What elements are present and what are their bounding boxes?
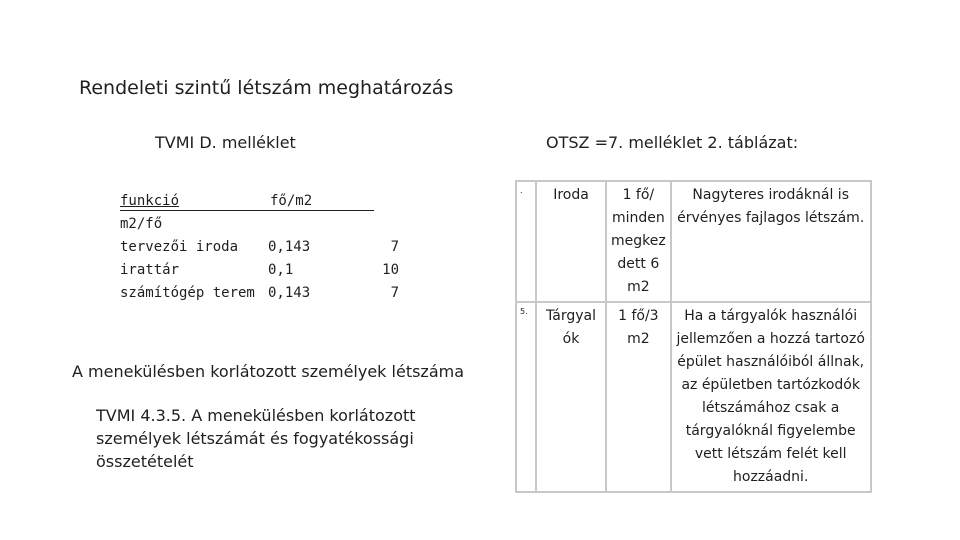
- row-label: számítógép terem: [120, 285, 255, 301]
- row-number: 5.: [516, 302, 536, 492]
- row-label: tervezői iroda: [120, 239, 239, 255]
- funkcio-header: [120, 193, 179, 209]
- otsz-subtitle: OTSZ =7. melléklet 2. táblázat:: [546, 133, 799, 152]
- menekules-text: TVMI 4.3.5. A menekülésben korlátozott személyek létszámát és fogyatékossági összetételét: [96, 406, 416, 471]
- fo-m2-header: fő/m2: [270, 193, 313, 209]
- row-value-m2-fo: 10: [382, 262, 399, 278]
- row-value-m2-fo: 7: [390, 239, 399, 255]
- unit-header: m2/fő: [120, 216, 163, 232]
- row-note: Nagyteres irodáknál is érvényes fajlagos létszám.: [671, 181, 871, 302]
- tvmi-subtitle: TVMI D. melléklet: [155, 133, 296, 152]
- table-row: [516, 181, 871, 302]
- row-name: Tárgyal ók: [536, 302, 606, 492]
- row-value-fo-m2: 0,143: [268, 285, 311, 301]
- table-row: [516, 302, 871, 492]
- row-value: 1 fő/3 m2: [606, 302, 671, 492]
- row-value-fo-m2: 0,1: [268, 262, 294, 278]
- otsz-table: [515, 180, 872, 493]
- row-label: irattár: [120, 262, 180, 278]
- header-underline: [120, 210, 374, 211]
- menekules-heading: A menekülésben korlátozott személyek létszáma: [72, 362, 465, 381]
- row-value-m2-fo: 7: [390, 285, 399, 301]
- row-number: .: [516, 181, 536, 302]
- row-note: Ha a tárgyalók használói jellemzően a hozzá tartozó épület használóiból állnak, az épületben tartózkodók létszámához csak a tárgyalóknál figyelembe vett létszám felét kell hozzáadni.: [671, 302, 871, 492]
- funkcio-header-label: funkció: [120, 193, 180, 209]
- row-value: 1 fő/ minden megkez dett 6 m2: [606, 181, 671, 302]
- row-value-fo-m2: 0,143: [268, 239, 311, 255]
- row-name: Iroda: [536, 181, 606, 302]
- page-title: Rendeleti szintű létszám meghatározás: [79, 77, 454, 99]
